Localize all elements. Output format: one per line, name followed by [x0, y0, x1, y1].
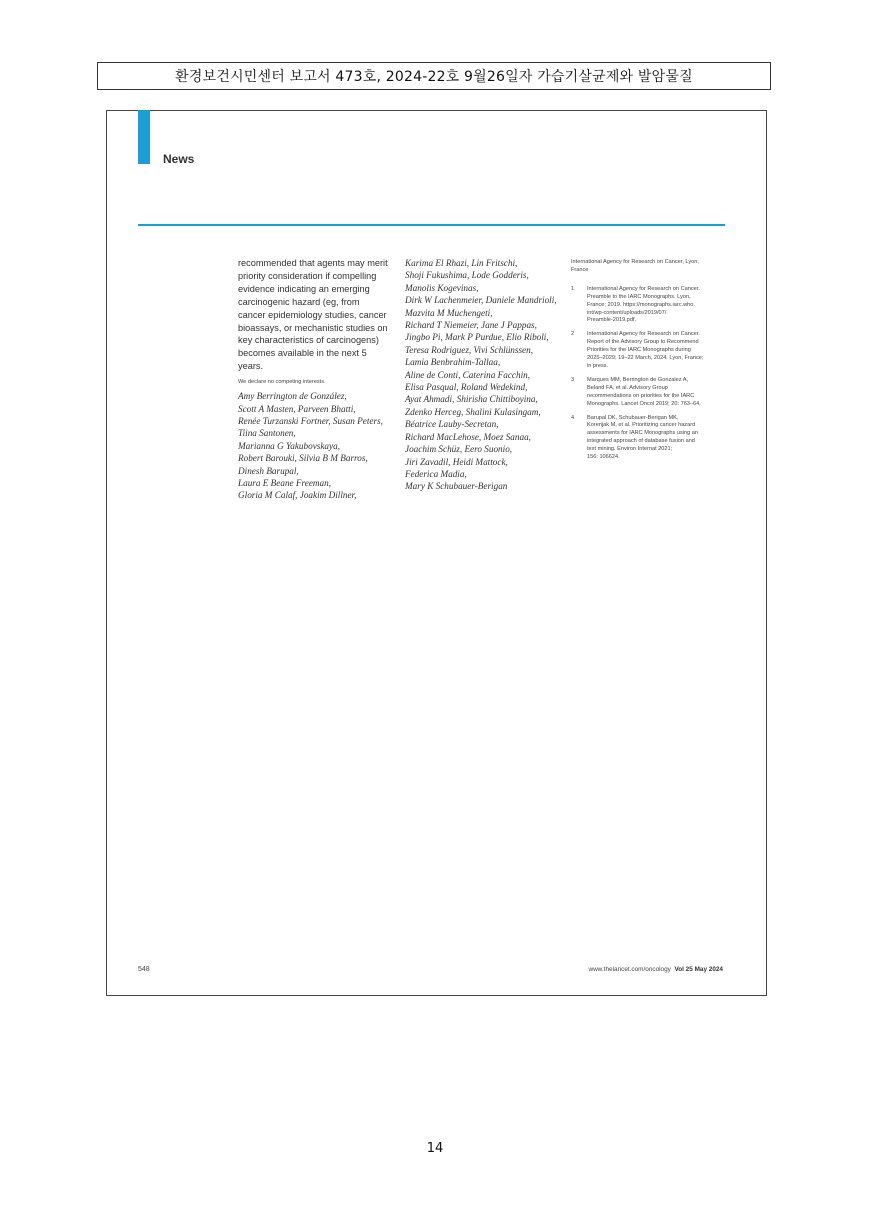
reference-line: assessments for IARC Monographs using an — [587, 430, 698, 437]
author-line: Marianna G Yakubovskaya, — [238, 440, 340, 451]
news-accent-bar — [138, 110, 150, 164]
body-line: cancer epidemiology studies, cancer — [238, 309, 387, 320]
author-list-1 — [238, 390, 392, 502]
reference-line: Report of the Advisory Group to Recommend — [587, 339, 699, 346]
author-line: Mazvita M Muchengeti, — [405, 307, 493, 318]
author-line: Zdenko Herceg, Shalini Kulasingam, — [405, 406, 541, 417]
author-line: Jingbo Pi, Mark P Purdue, Elio Riboli, — [405, 332, 549, 343]
competing-interests: We declare no competing interests. — [238, 379, 326, 386]
reference-line: recommendations on priorities for the IARC — [587, 392, 695, 399]
affiliation-line: France — [571, 266, 589, 273]
author-line: Lamia Benbrahim-Tallaa, — [405, 357, 501, 368]
author-line: Manolis Kogevinas, — [405, 282, 479, 293]
body-line: carcinogenic hazard (eg, from — [238, 296, 360, 307]
body-line: recommended that agents may merit — [238, 258, 388, 268]
reference-text — [587, 286, 727, 326]
author-line: Richard T Niemeier, Jane J Pappas, — [405, 320, 537, 331]
body-line: bioassays, or mechanistic studies on — [238, 322, 388, 333]
body-line: priority consideration if compelling — [238, 270, 377, 281]
journal-page-number: 548 — [138, 966, 150, 973]
author-line: Aline de Conti, Caterina Facchin, — [405, 369, 531, 380]
reference-line: France; 2019. https://monographs.iarc.who. — [587, 301, 695, 308]
author-line: Tiina Santonen, — [238, 428, 296, 439]
author-line: Teresa Rodriguez, Vivi Schlünssen, — [405, 344, 534, 355]
header-rule — [138, 224, 725, 226]
reference-item — [571, 377, 727, 409]
author-line: Dirk W Lachenmeier, Daniele Mandrioli, — [405, 295, 557, 306]
scanned-page-frame — [106, 110, 767, 996]
reference-line: Monographs. Lancet Oncol 2019; 20: 763–64. — [587, 400, 701, 407]
reference-line: International Agency for Research on Cancer. — [587, 331, 700, 338]
reference-number: 1 — [571, 285, 575, 292]
author-line: Joachim Schüz, Eero Suonio, — [405, 444, 513, 455]
reference-line: Korenjak M, et al. Prioritizing cancer hazard — [587, 422, 696, 429]
body-line: becomes available in the next 5 years. — [238, 348, 367, 372]
reference-line: text mining. Environ Internat 2021; — [587, 446, 673, 453]
body-line: key characteristics of carcinogens) — [238, 335, 379, 346]
author-line: Mary K Schubauer-Berigan — [405, 481, 508, 492]
author-line: Béatrice Lauby-Secretan, — [405, 419, 499, 430]
reference-text — [587, 377, 727, 409]
journal-url: www.thelancet.com/oncology — [588, 966, 671, 973]
reference-line: Marques MM, Berrington de Gonzalez A, — [587, 376, 689, 383]
reference-line: int/wp-content/uploads/2019/07/ — [587, 309, 667, 316]
journal-footer — [588, 966, 723, 973]
reference-line: Beland FA, et al. Advisory Group — [587, 384, 668, 391]
body-line: evidence indicating an emerging — [238, 283, 370, 294]
affiliation-line: International Agency for Research on Cancer, Lyon, — [571, 259, 699, 265]
column-3-references — [571, 259, 727, 468]
reference-number: 2 — [571, 331, 575, 338]
author-line: Karima El Rhazi, Lin Fritschi, — [405, 258, 518, 268]
reference-line: International Agency for Research on Cancer. — [587, 285, 700, 292]
report-header — [97, 62, 771, 90]
reference-text — [587, 331, 727, 371]
author-line: Elisa Pasqual, Roland Wedekind, — [405, 382, 528, 393]
author-line: Gloria M Calaf, Joakim Dillner, — [238, 490, 357, 501]
reference-text — [587, 415, 727, 462]
volume-date: Vol 25 May 2024 — [674, 966, 723, 973]
report-header-title: 환경보건시민센터 보고서 473호, 2024-22호 9월26일자 가습기살균제와 발암물질 — [175, 69, 693, 85]
reference-number: 4 — [571, 414, 575, 421]
reference-item — [571, 286, 727, 326]
reference-line: Preamble to the IARC Monographs. Lyon, — [587, 293, 691, 300]
author-line: Jiri Zavadil, Heidi Mattock, — [405, 456, 508, 467]
reference-line: Preamble-2019.pdf. — [587, 317, 637, 324]
author-line: Scott A Masten, Parveen Bhatti, — [238, 403, 356, 414]
author-line: Laura E Beane Freeman, — [238, 478, 332, 488]
author-line: Amy Berrington de González, — [238, 391, 347, 402]
column-1 — [238, 257, 392, 502]
author-line: Robert Barouki, Silvia B M Barros, — [238, 453, 368, 464]
reference-line: integrated approach of database fusion and — [587, 438, 695, 445]
reference-line: 2025–2029; 19–22 March, 2024. Lyon, France; — [587, 355, 704, 362]
author-line: Richard MacLehose, Moez Sanaa, — [405, 431, 531, 442]
author-line: Federica Madia, — [405, 468, 467, 479]
affiliation — [571, 259, 727, 275]
reference-line: Priorities for the IARC Monographs during — [587, 347, 691, 354]
section-label: News — [163, 152, 195, 166]
author-line: Dinesh Barupal, — [238, 465, 299, 476]
reference-line: Barupal DK, Schubauer-Berigan MK, — [587, 414, 679, 421]
reference-item — [571, 415, 727, 462]
column-2 — [405, 257, 565, 493]
author-line: Shoji Fukushima, Lode Godderis, — [405, 270, 529, 281]
body-paragraph — [238, 257, 392, 373]
author-list-2 — [405, 257, 565, 493]
reference-number: 3 — [571, 376, 575, 383]
reference-line: in press. — [587, 362, 609, 369]
reference-line: 156: 106624. — [587, 454, 620, 461]
reference-item — [571, 331, 727, 371]
report-page-number: 14 — [426, 1141, 444, 1156]
author-line: Renée Turzanski Fortner, Susan Peters, — [238, 415, 383, 426]
author-line: Ayat Ahmadi, Shirisha Chittiboyina, — [405, 394, 538, 405]
